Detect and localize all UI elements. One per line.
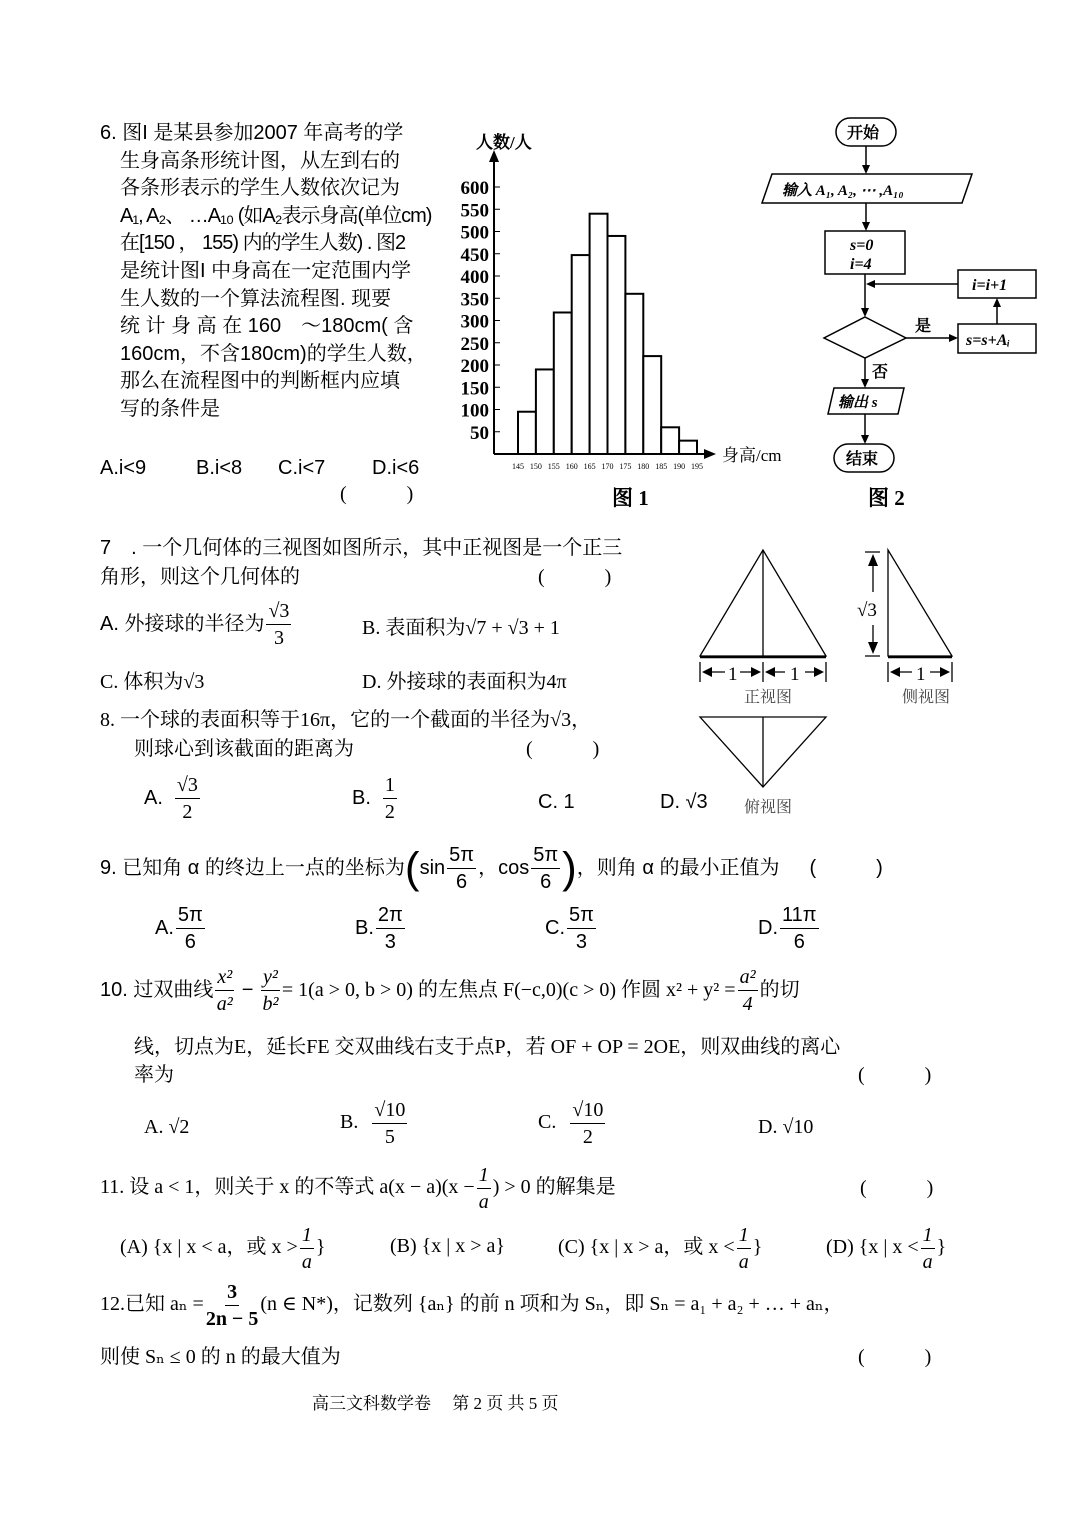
right-paren: ) <box>562 843 577 893</box>
q9-answer-paren: ( ) <box>809 857 883 879</box>
x-tick-label: 160 <box>565 462 578 471</box>
q8-option-b <box>352 772 399 825</box>
question-9: 9. 已知角 α 的终边上一点的坐标为(sin $\frac{5\pi}{6}$ ，cos $\frac{5\pi}{6}$ )，则角 α 的最小正值为 ( ) <box>100 843 883 894</box>
yes-label: 是 <box>915 318 932 335</box>
fraction-den: a <box>738 1251 749 1273</box>
q10-option-b <box>340 1097 409 1150</box>
x-tick-label: 190 <box>673 462 686 471</box>
q8-option-a <box>144 772 202 825</box>
y-tick-label: 100 <box>460 400 489 422</box>
fraction-num: 2π <box>376 902 405 929</box>
figure-2-caption: 图 2 <box>868 486 905 510</box>
fraction-num: 11π <box>780 902 819 929</box>
q12-stem: 12.已知 aₙ = <box>100 1293 204 1315</box>
label: (A) {x | x < a，或 x > <box>120 1236 298 1259</box>
x-tick-label: 165 <box>583 462 596 471</box>
q6-option-c: C.i<7 <box>278 457 326 479</box>
q9-option <box>155 900 207 956</box>
y-tick-label: 550 <box>460 200 489 222</box>
side-view-label: 侧视图 <box>902 689 951 706</box>
q10-option-a: A. √2 <box>144 1116 190 1138</box>
fraction-den: a <box>922 1251 933 1273</box>
y-tick-label: 200 <box>460 356 489 377</box>
label: A. <box>144 786 163 809</box>
q9-option <box>758 900 821 956</box>
page-footer: 高三文科数学卷 第 2 页 共 5 页 <box>312 1394 559 1413</box>
q12-stem-end: (n ∈ N*)，记数列 {aₙ} 的前 n 项和为 Sₙ，即 Sₙ = a₁ + a₂ + … + aₙ， <box>260 1293 844 1315</box>
fraction <box>376 902 405 955</box>
fraction-num: 5π <box>531 842 560 869</box>
y-tick-label: 150 <box>460 378 489 400</box>
y-tick-label: 500 <box>460 222 489 244</box>
dim-sqrt3: √3 <box>857 600 877 621</box>
fraction-den: 4 <box>742 993 753 1016</box>
figure-1-caption: 图 1 <box>612 486 649 510</box>
x-tick-label: 155 <box>547 462 560 471</box>
dim-1: 1 <box>790 664 800 685</box>
fraction-num: 1 <box>921 1222 935 1249</box>
fraction-den: 6 <box>793 931 805 954</box>
fraction <box>780 902 819 955</box>
fraction-den: a <box>301 1251 312 1273</box>
label: B. <box>340 1111 359 1134</box>
x-axis-label: 身高/cm <box>722 446 782 465</box>
fraction-num: √10 <box>372 1097 407 1124</box>
fraction <box>570 1097 605 1150</box>
y-tick-label: 400 <box>460 267 489 288</box>
left-paren: ( <box>404 843 420 893</box>
q10-stem-end: 的切 <box>759 979 800 1001</box>
q10-option-c <box>538 1097 607 1150</box>
end-label: 结束 <box>846 451 879 468</box>
fraction-num: √3 <box>266 598 291 625</box>
q11-option-a <box>120 1222 325 1275</box>
q8-answer-paren: ( ) <box>526 738 600 760</box>
q10-answer-paren: ( ) <box>858 1064 932 1086</box>
fraction-den: 3 <box>575 931 588 954</box>
x-tick-label: 145 <box>512 462 524 471</box>
input-label: 输入 A₁, A₂, ⋯ ,A₁₀ <box>782 183 904 199</box>
q6-stem-line: 生身高条形统计图，从左到右的 <box>120 149 400 172</box>
fraction <box>175 772 200 825</box>
q7-stem-line2: 角形，则这个几何体的 <box>100 566 300 588</box>
q7-option-a-text: A. 外接球的半径为 <box>100 612 265 635</box>
y-tick-label: 300 <box>460 311 489 333</box>
fraction-den: 6 <box>456 871 468 894</box>
q11-stem-end: ) > 0 的解集是 <box>492 1176 616 1199</box>
y-tick-label: 450 <box>460 244 489 266</box>
q6-answer-paren: ( ) <box>340 483 414 505</box>
side-view-triangle <box>888 550 952 656</box>
fraction <box>567 902 596 955</box>
q7-option-b: B. 表面积为√7 + √3 + 1 <box>362 617 560 639</box>
q8-option-c: C. 1 <box>538 791 575 813</box>
q9-option <box>545 900 598 956</box>
fraction-den: 5 <box>384 1126 395 1148</box>
question-10: 10. 过双曲线 $\frac{\text{x²}}{\text{a²}}$ − $\frac{\text{y²}}{\text{b²}}$ = 1(a > 0, b > 0) 的左焦点 F(−c,0)(c > 0) 作圆 x² + y² = $\frac{\text{a²}}{4}$ 的切 <box>100 966 800 1016</box>
q7-option-d: D. 外接球的表面积为4π <box>362 671 567 693</box>
brace: } <box>752 1236 763 1259</box>
init-s-label: s=0 <box>850 237 874 254</box>
brace: } <box>936 1236 947 1259</box>
output-label: 输出 s <box>838 395 878 411</box>
x-tick-label: 180 <box>637 462 650 471</box>
q8-stem-line1: 8. 一个球的表面积等于16π，它的一个截面的半径为√3， <box>100 709 592 731</box>
fraction-den: 3 <box>273 627 284 649</box>
q6-stem-line: 生人数的一个算法流程图. 现要 <box>120 287 392 310</box>
top-view-label: 俯视图 <box>744 799 793 816</box>
fraction <box>206 1279 259 1332</box>
fraction <box>921 1222 935 1275</box>
q6-option-d: D.i<6 <box>372 457 420 479</box>
q6-option-b: B.i<8 <box>196 457 243 479</box>
dim-1: 1 <box>728 664 738 685</box>
fraction <box>737 1222 751 1275</box>
fraction <box>215 964 234 1017</box>
q7-stem-line1: 7 . 一个几何体的三视图如图所示，其中正视图是一个正三 <box>100 537 623 559</box>
q8-stem-line2: 则球心到该截面的距离为 <box>134 738 354 760</box>
x-tick-label: 185 <box>655 462 668 471</box>
fraction-num: 3 <box>225 1279 239 1306</box>
q8-option-d: D. √3 <box>660 791 708 813</box>
fraction <box>372 1097 407 1150</box>
question-11 <box>100 1162 616 1215</box>
dim-1: 1 <box>916 664 926 685</box>
dimension-lines <box>700 552 952 682</box>
front-view-label: 正视图 <box>744 689 793 706</box>
fraction <box>261 964 280 1017</box>
y-tick-label: 50 <box>470 422 489 444</box>
q6-stem-line: 在[150 ， 155) 内的学生人数) . 图2 <box>120 232 406 255</box>
q7-option-c: C. 体积为√3 <box>100 671 205 693</box>
q11-option-d <box>826 1222 946 1275</box>
no-label: 否 <box>872 364 889 381</box>
fraction-den: a <box>478 1191 489 1213</box>
label: C. <box>538 1111 557 1134</box>
x-tick-label: 170 <box>601 462 614 471</box>
q9-stem-end: ，则角 α 的最小正值为 <box>576 857 780 879</box>
fraction-num: √10 <box>570 1097 605 1124</box>
fraction-num: 5π <box>447 842 476 869</box>
fraction-den: a² <box>216 993 233 1016</box>
label: A. <box>155 917 174 939</box>
fraction <box>738 964 758 1017</box>
cos: cos <box>498 857 530 879</box>
fraction <box>383 772 397 825</box>
q10-stem-line3: 率为 <box>134 1064 174 1086</box>
q12-answer-paren: ( ) <box>858 1346 932 1368</box>
fraction <box>300 1222 314 1275</box>
accumulate-label: s=s+Aᵢ <box>966 332 1011 349</box>
fraction <box>531 842 560 895</box>
fraction-num: √3 <box>175 772 200 799</box>
fraction-den: b² <box>262 993 279 1016</box>
fraction-num: 5π <box>567 902 596 929</box>
q10-stem-line2: 线，切点为E，延长FE 交双曲线右支于点P，若 OF + OP = 2OE，则双曲线的离心 <box>134 1036 841 1058</box>
fraction-den: 6 <box>540 871 552 894</box>
fraction-num: 1 <box>383 772 397 799</box>
fraction-num: 1 <box>300 1222 314 1249</box>
q12-stem-line2: 则使 Sₙ ≤ 0 的 n 的最大值为 <box>100 1346 341 1368</box>
label: (C) {x | x > a，或 x < <box>558 1236 735 1259</box>
increment-label: i=i+1 <box>972 277 1008 294</box>
y-tick-label: 350 <box>460 289 489 311</box>
q6-stem-line: 6. 图I 是某县参加2007 年高考的学 <box>100 122 404 144</box>
fraction <box>447 842 476 895</box>
q6-stem-line: 写的条件是 <box>120 398 220 420</box>
fraction <box>176 902 205 955</box>
q6-stem-line: 统 计 身 高 在 160 ～180cm( 含 <box>120 315 414 338</box>
fraction-den: 6 <box>184 931 196 954</box>
q11-option-b: (B) {x | x > a} <box>390 1235 506 1257</box>
label: C. <box>545 917 565 939</box>
fraction-num: a² <box>738 964 758 991</box>
fraction-num: 1 <box>737 1222 751 1249</box>
fraction-den: 2 <box>182 801 193 823</box>
q6-stem-line: 各条形表示的学生人数依次记为 <box>120 177 400 200</box>
fraction-num: y² <box>261 964 280 991</box>
q6-option-a: A.i<9 <box>100 457 147 479</box>
q9-option <box>355 900 407 956</box>
q11-stem: 11. 设 a < 1，则关于 x 的不等式 a(x − a)(x − <box>100 1176 475 1199</box>
q11-option-c <box>558 1222 762 1275</box>
q10-stem-mid: = 1(a > 0, b > 0) 的左焦点 F(−c,0)(c > 0) 作圆 x² + y² = <box>281 979 736 1001</box>
y-axis-label: 人数/人 <box>476 133 532 152</box>
q11-answer-paren: ( ) <box>860 1177 934 1199</box>
fraction-num: x² <box>215 964 234 991</box>
label: B. <box>352 786 371 809</box>
fraction-num: 5π <box>176 902 205 929</box>
q6-stem-line: 那么在流程图中的判断框内应填 <box>120 370 400 393</box>
init-i-label: i=4 <box>850 256 872 273</box>
x-tick-label: 150 <box>529 462 542 471</box>
q6-stem-line: 160cm，不含180cm)的学生人数， <box>120 342 427 365</box>
dimension-arrow-icons <box>702 554 950 677</box>
question-12 <box>100 1276 844 1332</box>
x-tick-label: 195 <box>691 462 703 471</box>
label: (D) {x | x < <box>826 1236 919 1259</box>
fraction-den: 2 <box>582 1126 593 1148</box>
q10-option-d: D. √10 <box>758 1116 814 1138</box>
fraction-den: 2 <box>384 801 395 823</box>
label: B. <box>355 917 374 939</box>
fraction-num: 1 <box>477 1162 491 1189</box>
brace: } <box>315 1236 326 1259</box>
fraction-den: 2n − 5 <box>205 1307 259 1330</box>
sin: sin <box>419 857 446 879</box>
q9-stem: 9. 已知角 α 的终边上一点的坐标为 <box>100 857 405 879</box>
label: D. <box>758 917 778 939</box>
q10-stem: 10. 过双曲线 <box>100 979 214 1001</box>
start-label: 开始 <box>847 125 880 142</box>
y-tick-label: 250 <box>460 333 489 355</box>
fraction-den: 3 <box>384 931 396 954</box>
x-tick-label: 175 <box>619 462 632 471</box>
q6-stem-line: 是统计图I 中身高在一定范围内学 <box>120 260 412 282</box>
fraction <box>477 1162 491 1215</box>
q6-stem-line: A₁, A₂、 …A₁₀ (如A₂表示身高(单位cm) <box>120 204 432 227</box>
q7-answer-paren: ( ) <box>538 566 612 588</box>
y-tick-label: 600 <box>460 178 489 199</box>
